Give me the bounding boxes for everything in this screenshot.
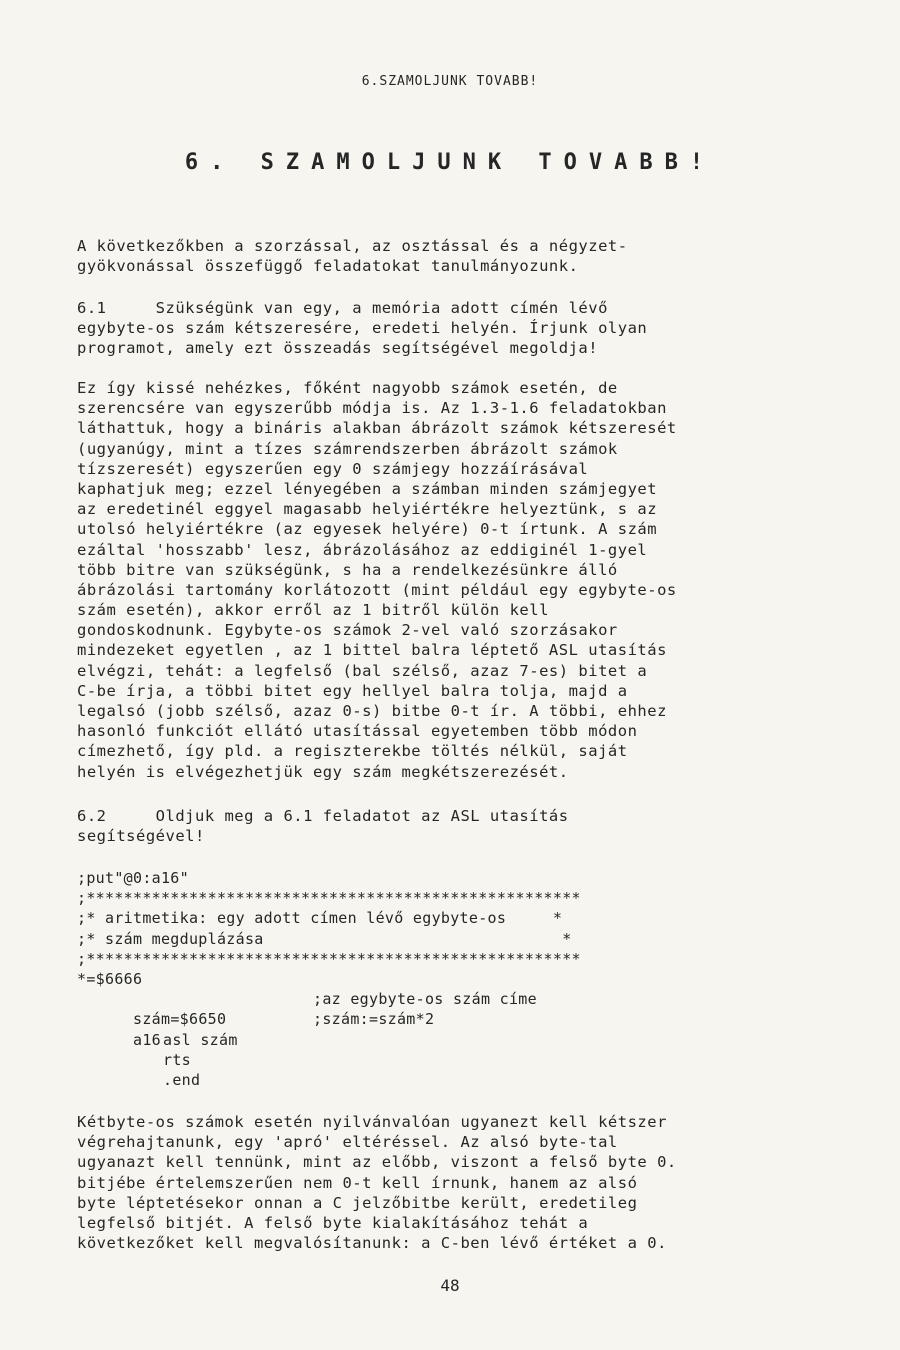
code-label: a16 xyxy=(133,1030,161,1049)
text-line: kaphatjuk meg; ezzel lényegében a számban minden számjegyet xyxy=(77,479,658,498)
text-line: ábrázolási tartomány korlátozott (mint például egy egybyte-os xyxy=(77,580,677,599)
text-line: gondoskodnunk. Egybyte-os számok 2-vel való szorzásakor xyxy=(77,621,618,640)
code-comment: ;az egybyte-os szám címe xyxy=(313,990,537,1009)
code-label: szám=$6650 xyxy=(133,1010,227,1029)
text-line: byte léptetésekor onnan a C jelzőbitbe került, eredetileg xyxy=(77,1193,638,1212)
text-line: ezáltal 'hosszabb' lesz, ábrázolásához az eddiginél 1-gyel xyxy=(77,540,648,559)
explanation-paragraph xyxy=(77,378,829,782)
text-line: több bitre van szükségünk, s ha a rendelkezésünkre álló xyxy=(77,560,618,579)
code-line: ;* aritmetika: egy adott címen lévő egybyte-os * xyxy=(77,909,563,928)
text-line: végrehajtanunk, egy 'apró' eltéréssel. Az alsó byte-tal xyxy=(77,1133,618,1152)
code-line: .end xyxy=(163,1070,201,1089)
text-line: (ugyanúgy, mint a tízes számrendszerben ábrázolt számok xyxy=(77,439,618,458)
code-line: ;put"@0:a16" xyxy=(77,869,189,887)
text-line: következőket kell megvalósítanunk: a C-ben lévő értéket a 0. xyxy=(77,1234,667,1253)
text-line: egybyte-os szám kétszeresére, eredeti helyén. Írjunk olyan xyxy=(77,319,648,338)
intro-paragraph xyxy=(77,236,829,276)
task-6-1-paragraph xyxy=(77,298,829,359)
running-header: 6.SZAMOLJUNK TOVABB! xyxy=(361,74,539,89)
text-line: legalsó (jobb szélső, azaz 0-s) bitbe 0-t ír. A többi, ehhez xyxy=(77,702,667,720)
code-line: ;***************************************************** xyxy=(77,949,581,968)
task-6-2-paragraph xyxy=(77,806,829,846)
text-line: láthattuk, hogy a bináris alakban ábrázolt számok kétszeresét xyxy=(77,419,677,438)
text-line: ugyanazt kell tennünk, mint az előbb, viszont a felső byte 0. xyxy=(77,1153,677,1172)
text-line: tízszeresét) egyszerűen egy 0 számjegy hozzáírásával xyxy=(77,459,589,478)
text-line: Ez így kissé nehézkes, főként nagyobb számok esetén, de xyxy=(77,379,618,397)
text-line: mindezeket egyetlen , az 1 bittel balra léptető ASL utasítás xyxy=(77,641,667,660)
text-line: bitjébe értelemszerűen nem 0-t kell írnunk, hanem az alsó xyxy=(77,1173,638,1192)
code-line: ;* szám megduplázása * xyxy=(77,929,572,948)
text-line: az eredetinél eggyel magasabb helyiértékre helyeztünk, s az xyxy=(77,500,658,519)
text-line: A következőkben a szorzással, az osztással és a négyzet- xyxy=(77,237,628,255)
text-line: 6.1 Szükségünk van egy, a memória adott címén lévő xyxy=(77,299,608,317)
text-line: elvégzi, tehát: a legfelső (bal szélső, azaz 7-es) bitet a xyxy=(77,661,648,680)
code-line: *=$6666 xyxy=(77,969,143,988)
code-comment: ;szám:=szám*2 xyxy=(313,1010,435,1029)
text-line: szám esetén), akkor erről az 1 bitről külön kell xyxy=(77,601,549,620)
text-line: hasonló funkciót ellátó utasítással egyetemben több módon xyxy=(77,722,638,741)
code-line: rts xyxy=(163,1050,191,1069)
code-listing xyxy=(77,868,837,1090)
text-line: Kétbyte-os számok esetén nyilvánvalóan ugyanezt kell kétszer xyxy=(77,1113,667,1131)
code-line: asl szám xyxy=(163,1030,238,1049)
text-line: gyökvonással összefüggő feladatokat tanulmányozunk. xyxy=(77,257,579,276)
text-line: programot, amely ezt összeadás segítségével megoldja! xyxy=(77,339,599,358)
text-line: C-be írja, a többi bitet egy hellyel balra tolja, majd a xyxy=(77,681,628,700)
text-line: 6.2 Oldjuk meg a 6.1 feladatot az ASL utasítás xyxy=(77,807,569,825)
text-line: helyén is elvégezhetjük egy szám megkétszerezését. xyxy=(77,762,569,781)
chapter-title: 6. SZAMOLJUNK TOVABB! xyxy=(184,150,716,175)
text-line: szerencsére van egyszerűbb módja is. Az 1.3-1.6 feladatokban xyxy=(77,399,667,418)
code-line: ;***************************************************** xyxy=(77,889,581,908)
closing-paragraph xyxy=(77,1112,829,1253)
text-line: utolsó helyiértékre (az egyesek helyére) 0-t írtunk. A szám xyxy=(77,520,658,539)
page-number: 48 xyxy=(440,1276,460,1295)
text-line: címezhető, így pld. a regiszterekbe töltés nélkül, saját xyxy=(77,742,628,761)
text-line: legfelső bitjét. A felső byte kialakításához tehát a xyxy=(77,1213,589,1232)
text-line: segítségével! xyxy=(77,827,205,846)
